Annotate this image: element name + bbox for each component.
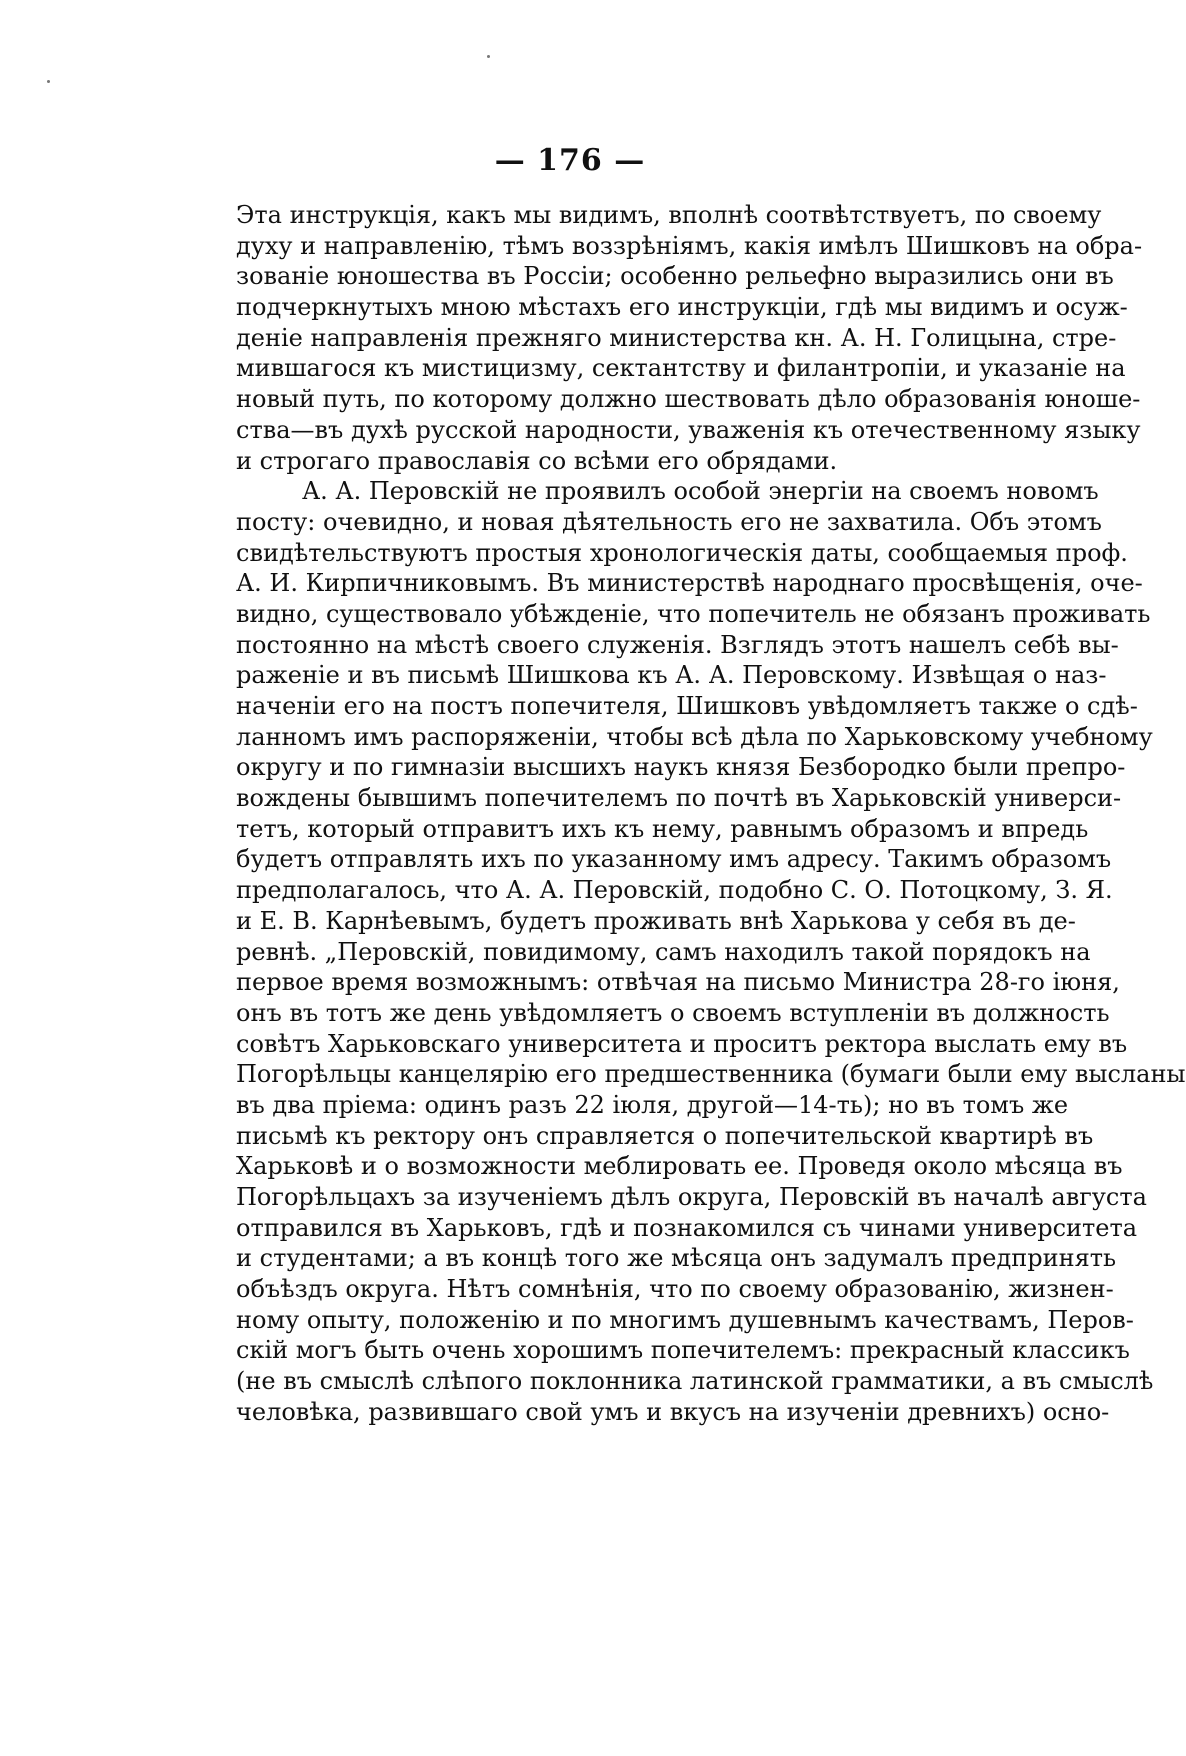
text-line: въ два пріема: одинъ разъ 22 іюля, другой—14-ть); но въ томъ же (236, 1090, 1069, 1119)
text-line: (не въ смыслѣ слѣпого поклонника латинской грамматики, а въ смыслѣ (236, 1367, 1154, 1396)
text-line: мившагося къ мистицизму, сектантству и филантропіи, и указаніе на (236, 354, 1126, 383)
text-line: онъ въ тотъ же день увѣдомляетъ о своемъ вступленіи въ должность (236, 998, 1110, 1027)
text-line: видно, существовало убѣжденіе, что попечитель не обязанъ проживать (236, 599, 1151, 628)
text-line: тетъ, который отправитъ ихъ къ нему, равнымъ образомъ и впредь (236, 814, 1089, 843)
text-line: подчеркнутыхъ мною мѣстахъ его инструкціи, гдѣ мы видимъ и осуж- (236, 293, 1128, 322)
text-line: Харьковѣ и о возможности меблировать ее. Проведя около мѣсяца въ (236, 1152, 1123, 1181)
scan-speck (47, 80, 50, 83)
text-line: будетъ отправлять ихъ по указанному имъ адресу. Такимъ образомъ (236, 845, 1112, 874)
text-line: человѣка, развившаго свой умъ и вкусъ на изученіи древнихъ) осно- (236, 1397, 1110, 1426)
paragraph (236, 200, 1143, 476)
text-line: раженіе и въ письмѣ Шишкова къ А. А. Перовскому. Извѣщая о наз- (236, 661, 1107, 690)
text-line: новый путь, по которому должно шествовать дѣло образованія юноше- (236, 385, 1141, 414)
body-text (236, 200, 1186, 1428)
text-line: предполагалось, что А. А. Перовскій, подобно С. О. Потоцкому, З. Я. (236, 876, 1113, 905)
text-line: и студентами; а въ концѣ того же мѣсяца онъ задумалъ предпринять (236, 1244, 1117, 1273)
text-line: письмѣ къ ректору онъ справляется о попечительской квартирѣ въ (236, 1121, 1094, 1150)
text-line: объѣздъ округа. Нѣтъ сомнѣнія, что по своему образованію, жизнен- (236, 1275, 1114, 1304)
text-line: ства—въ духѣ русской народности, уваженія къ отечественному языку (236, 415, 1141, 444)
text-line: Погорѣльцахъ за изученіемъ дѣлъ округа, Перовскій въ началѣ августа (236, 1183, 1147, 1211)
text-line: ланномъ имъ распоряженіи, чтобы всѣ дѣла по Харьковскому учебному (236, 722, 1153, 751)
text-line: Эта инструкція, какъ мы видимъ, вполнѣ соотвѣтствуетъ, по своему (236, 201, 1102, 229)
text-line: округу и по гимназіи высшихъ наукъ князя Безбородко были препро- (236, 753, 1126, 782)
text-line: посту: очевидно, и новая дѣятельность его не захватила. Объ этомъ (236, 507, 1102, 536)
text-line: постоянно на мѣстѣ своего служенія. Взглядъ этотъ нашелъ себѣ вы- (236, 630, 1119, 659)
text-line: совѣтъ Харьковскаго университета и проситъ ректора выслать ему въ (236, 1029, 1128, 1058)
text-line: ному опыту, положенію и по многимъ душевнымъ качествамъ, Перов- (236, 1305, 1134, 1334)
text-line: А. И. Кирпичниковымъ. Въ министерствѣ народнаго просвѣщенія, оче- (236, 569, 1143, 598)
text-line: Погорѣльцы канцелярію его предшественника (бумаги были ему высланы (236, 1060, 1186, 1089)
text-line: и Е. В. Карнѣевымъ, будетъ проживать внѣ Харькова у себя въ де- (236, 906, 1076, 935)
text-line: вождены бывшимъ попечителемъ по почтѣ въ Харьковскій универси- (236, 784, 1122, 813)
text-line: деніе направленія прежняго министерства кн. А. Н. Голицына, стре- (236, 323, 1117, 352)
text-line: А. А. Перовскій не проявилъ особой энергіи на своемъ новомъ (302, 477, 1099, 506)
text-line: и строгаго православія со всѣми его обрядами. (236, 446, 838, 475)
paragraph (236, 476, 1186, 1427)
text-line: зованіе юношества въ Россіи; особенно рельефно выразились они въ (236, 262, 1114, 291)
text-line: наченіи его на постъ попечителя, Шишковъ увѣдомляетъ также о сдѣ- (236, 692, 1138, 720)
text-line: ревнѣ. „Перовскій, повидимому, самъ находилъ такой порядокъ на (236, 937, 1091, 966)
text-line: свидѣтельствуютъ простыя хронологическія даты, сообщаемыя проф. (236, 538, 1128, 567)
text-line: духу и направленію, тѣмъ воззрѣніямъ, какія имѣлъ Шишковъ на обра- (236, 231, 1143, 260)
text-line: первое время возможнымъ: отвѣчая на письмо Министра 28-го іюня, (236, 968, 1120, 997)
text-line: отправился въ Харьковъ, гдѣ и познакомился съ чинами университета (236, 1213, 1138, 1242)
scan-speck (487, 55, 490, 58)
page-number: — 176 — (494, 143, 646, 178)
text-line: скій могъ быть очень хорошимъ попечителемъ: прекрасный классикъ (236, 1336, 1130, 1365)
